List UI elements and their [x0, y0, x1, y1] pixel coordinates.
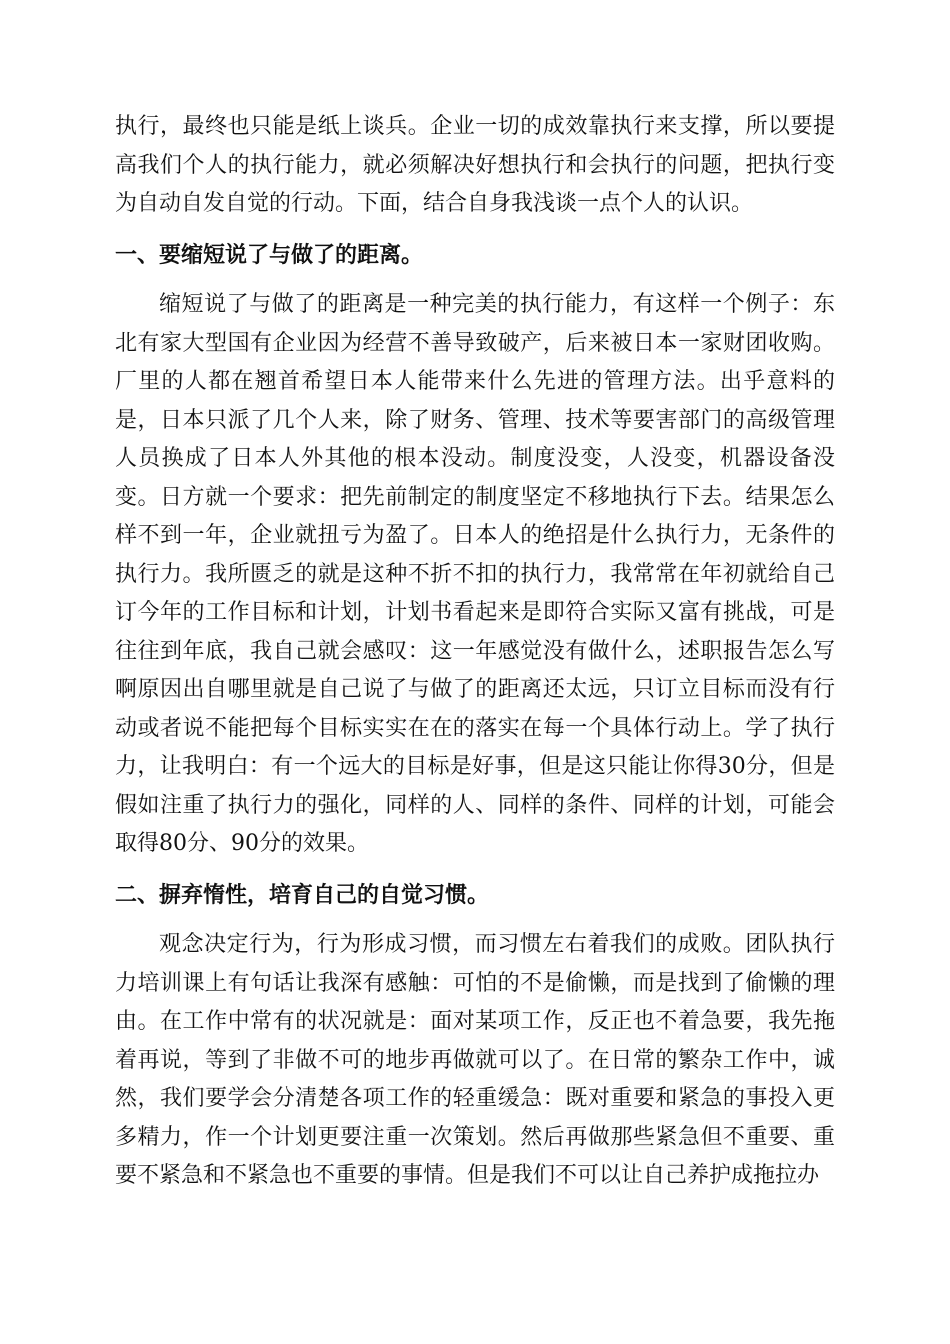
- paragraph-section-2: 观念决定行为，行为形成习惯，而习惯左右着我们的成败。团队执行力培训课上有句话让我深有感触：可怕的不是偷懒，而是找到了偷懒的理由。在工作中常有的状况就是：面对某项工作，反正也不着急要，我先拖着再说，等到了非做不可的地步再做就可以了。在日常的繁杂工作中，诚然，我们要学会分清楚各项工作的轻重缓急：既对重要和紧急的事投入更多精力，作一个计划更要注重一次策划。然后再做那些紧急但不重要、重要不紧急和不紧急也不重要的事情。但是我们不可以让自己养护成拖拉办: [115, 932, 835, 1188]
- document-body: [115, 108, 835, 1196]
- section-heading-1: 一、要缩短说了与做了的距离。: [115, 241, 424, 268]
- section-heading-2: 二、摒弃惰性，培育自己的自觉习惯。: [115, 881, 490, 908]
- paragraph-intro: 执行，最终也只能是纸上谈兵。企业一切的成效靠执行来支撑，所以要提高我们个人的执行能力，就必须解决好想执行和会执行的问题，把执行变为自动自发自觉的行动。下面，结合自身我浅谈一点个人的认识。: [115, 114, 835, 216]
- paragraph-section-1: 缩短说了与做了的距离是一种完美的执行能力，有这样一个例子：东北有家大型国有企业因为经营不善导致破产，后来被日本一家财团收购。厂里的人都在翘首希望日本人能带来什么先进的管理方法。出乎意料的是，日本只派了几个人来，除了财务、管理、技术等要害部门的高级管理人员换成了日本人外其他的根本没动。制度没变，人没变，机器设备没变。日方就一个要求：把先前制定的制度坚定不移地执行下去。结果怎么样不到一年，企业就扭亏为盈了。日本人的绝招是什么执行力，无条件的执行力。我所匮乏的就是这种不折不扣的执行力，我常常在年初就给自己订今年的工作目标和计划，计划书看起来是即符合实际又富有挑战，可是往往到年底，我自己就会感叹：这一年感觉没有做什么，述职报告怎么写啊原因出自哪里就是自己说了与做了的距离还太远，只订立目标而没有行动或者说不能把每个目标实实在在的落实在每一个具体行动上。学了执行力，让我明白：有一个远大的目标是好事，但是这只能让你得30分，但是假如注重了执行力的强化，同样的人、同样的条件、同样的计划，可能会取得80分、90分的效果。: [115, 292, 835, 856]
